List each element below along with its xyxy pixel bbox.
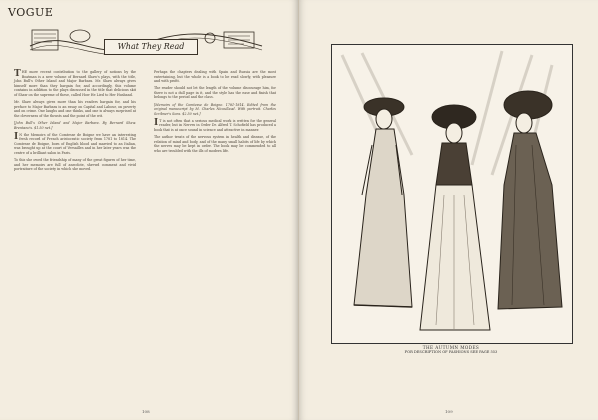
paragraph: The author treats of the nervous system in health and disease, of the relation of mind and body, and of the many small habits of life by which the nerves may be kept in order. The book may be commended to all who are troubled with the ills of modern life. [154, 135, 276, 153]
paragraph: IN the Memoirs of the Comtesse de Boigne we have an interesting fresh record of French aristocratic society from 1781 to 1814. The Comtesse de Boigne, born of English blood and married to an Italian, was brought up at the court of Versailles and in her later years was the centre of a brilliant salon in Paris. [14, 131, 136, 155]
illustration-caption [331, 345, 571, 355]
text-column-2 [154, 70, 276, 156]
right-page [299, 0, 598, 420]
citation: [Memoirs of the Comtesse de Boigne. 1781-1814. Edited from the original manuscript by M. Charles Nicoullaud. With portrait. Charles Scribner's Sons. $2.50 net.] [154, 102, 276, 116]
section-title: What They Read [104, 39, 198, 55]
page-number: 108 [142, 409, 150, 414]
paragraph: IT is not often that a serious medical work is written for the general reader, but in Nerves in Order Dr. Alfred T. Schofield has produced a book that is at once sound in science and attractive in manner. [154, 117, 276, 133]
paragraph: THE more recent contribution to the gallery of notions by the Boatman is a new volume of Bernard Shaw's plays, with the title, John Bull's Other Island and Major Barbara. Mr. Shaw always gives himself more than they bargain for, and accordingly, this volume contains in addition to the plays discussed in the title that delicious skit of Shaw on the supreme of these, called How He Lied to Her Husband. [14, 69, 136, 97]
citation: [John Bull's Other Island and Major Barbara. By Bernard Shaw. Brentano's. $1.50 net.] [14, 120, 136, 130]
masthead: VOGUE [8, 6, 54, 19]
fashion-illustration [331, 44, 573, 344]
paragraph: The reader should not let the length of the volume discourage him, for there is not a dull page in it, and the style has the ease and finish that belongs to the period and the class. [154, 86, 276, 100]
paragraph: Mr. Shaw always gives more than his readers bargain for, and his preface to Major Barbara is an essay on Capital and Labour, on poverty and on crime. One laughs and one thinks, and one is always surprised at the cleverness of the thrusts and the point of the wit. [14, 100, 136, 118]
caption-title: THE AUTUMN MODES [422, 345, 480, 350]
page-number: 109 [445, 409, 453, 414]
paragraph: Perhaps the chapters dealing with Spain and Russia are the most entertaining, but the whole is a book to be read slowly, with pleasure and with profit. [154, 70, 276, 84]
figure-left [354, 98, 412, 307]
text-column-1 [14, 70, 136, 174]
caption-subtitle: FOR DESCRIPTION OF FASHIONS SEE PAGE 553 [404, 350, 498, 354]
paragraph: To this she owed the friendship of many of the great figures of her time, and her memoirs are full of anecdote, shrewd comment and vivid portraiture of the society in which she moved. [14, 158, 136, 172]
left-page [0, 0, 298, 420]
